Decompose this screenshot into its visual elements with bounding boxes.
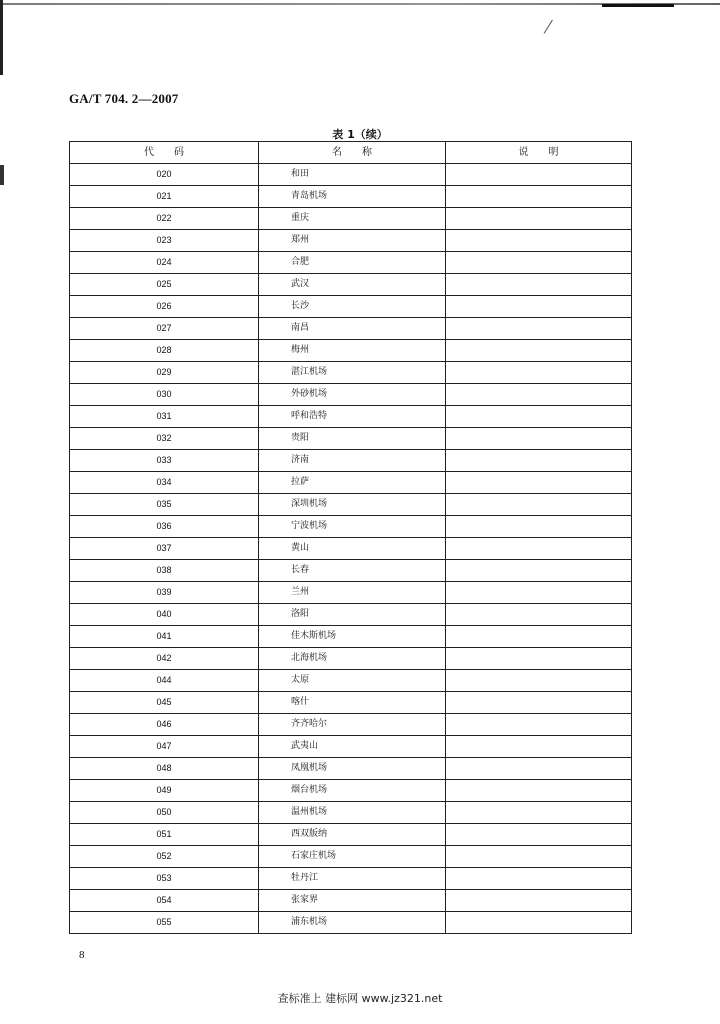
note-cell	[446, 670, 632, 692]
code-cell: 048	[70, 758, 259, 780]
name-cell: 喀什	[259, 692, 446, 714]
note-cell	[446, 648, 632, 670]
code-cell: 034	[70, 472, 259, 494]
note-cell	[446, 780, 632, 802]
note-cell	[446, 406, 632, 428]
name-cell: 重庆	[259, 208, 446, 230]
note-cell	[446, 296, 632, 318]
code-cell: 027	[70, 318, 259, 340]
table-row	[70, 736, 632, 758]
table-row	[70, 670, 632, 692]
table-row	[70, 780, 632, 802]
code-cell: 047	[70, 736, 259, 758]
column-header-name: 名 称	[259, 142, 446, 164]
code-cell: 025	[70, 274, 259, 296]
code-cell: 032	[70, 428, 259, 450]
note-cell	[446, 538, 632, 560]
table-row	[70, 230, 632, 252]
note-cell	[446, 890, 632, 912]
name-cell: 武汉	[259, 274, 446, 296]
note-cell	[446, 450, 632, 472]
standard-code-header: GA/T 704. 2—2007	[69, 91, 179, 106]
name-cell: 梅州	[259, 340, 446, 362]
column-header-code: 代 码	[70, 142, 259, 164]
table-body	[70, 164, 632, 934]
table-row	[70, 208, 632, 230]
table-row	[70, 362, 632, 384]
note-cell	[446, 626, 632, 648]
note-cell	[446, 912, 632, 934]
table-row	[70, 318, 632, 340]
code-cell: 021	[70, 186, 259, 208]
scan-left-edge	[0, 0, 3, 75]
name-cell: 湛江机场	[259, 362, 446, 384]
name-cell: 西双版纳	[259, 824, 446, 846]
table-row	[70, 538, 632, 560]
table-header-row	[70, 142, 632, 164]
code-cell: 045	[70, 692, 259, 714]
code-table	[69, 141, 632, 934]
table-row	[70, 186, 632, 208]
note-cell	[446, 318, 632, 340]
page-number: 8	[79, 949, 85, 961]
name-cell: 浦东机场	[259, 912, 446, 934]
name-cell: 和田	[259, 164, 446, 186]
name-cell: 温州机场	[259, 802, 446, 824]
name-cell: 长春	[259, 560, 446, 582]
code-cell: 020	[70, 164, 259, 186]
code-cell: 030	[70, 384, 259, 406]
name-cell: 长沙	[259, 296, 446, 318]
name-cell: 兰州	[259, 582, 446, 604]
name-cell: 呼和浩特	[259, 406, 446, 428]
code-cell: 022	[70, 208, 259, 230]
note-cell	[446, 824, 632, 846]
code-cell: 035	[70, 494, 259, 516]
name-cell: 北海机场	[259, 648, 446, 670]
note-cell	[446, 714, 632, 736]
table-row	[70, 560, 632, 582]
note-cell	[446, 846, 632, 868]
table-row	[70, 296, 632, 318]
column-header-note: 说 明	[446, 142, 632, 164]
name-cell: 贵阳	[259, 428, 446, 450]
code-cell: 037	[70, 538, 259, 560]
table-row	[70, 692, 632, 714]
table-row	[70, 648, 632, 670]
code-cell: 053	[70, 868, 259, 890]
name-cell: 南昌	[259, 318, 446, 340]
code-cell: 026	[70, 296, 259, 318]
note-cell	[446, 516, 632, 538]
note-cell	[446, 186, 632, 208]
table-row	[70, 890, 632, 912]
note-cell	[446, 164, 632, 186]
note-cell	[446, 384, 632, 406]
note-cell	[446, 428, 632, 450]
table-row	[70, 802, 632, 824]
note-cell	[446, 868, 632, 890]
name-cell: 济南	[259, 450, 446, 472]
table-row	[70, 516, 632, 538]
name-cell: 武夷山	[259, 736, 446, 758]
code-cell: 041	[70, 626, 259, 648]
code-cell: 055	[70, 912, 259, 934]
name-cell: 张家界	[259, 890, 446, 912]
name-cell: 凤凰机场	[259, 758, 446, 780]
table-row	[70, 912, 632, 934]
code-cell: 049	[70, 780, 259, 802]
code-cell: 031	[70, 406, 259, 428]
name-cell: 郑州	[259, 230, 446, 252]
name-cell: 拉萨	[259, 472, 446, 494]
table-caption: 表 1（续）	[332, 128, 388, 141]
scan-top-mark	[602, 4, 674, 7]
name-cell: 合肥	[259, 252, 446, 274]
note-cell	[446, 208, 632, 230]
table-row	[70, 868, 632, 890]
name-cell: 佳木斯机场	[259, 626, 446, 648]
name-cell: 牡丹江	[259, 868, 446, 890]
name-cell: 外砂机场	[259, 384, 446, 406]
name-cell: 黄山	[259, 538, 446, 560]
code-cell: 024	[70, 252, 259, 274]
table-row	[70, 252, 632, 274]
table-row	[70, 274, 632, 296]
scan-left-tick	[0, 165, 4, 185]
code-cell: 040	[70, 604, 259, 626]
code-cell: 054	[70, 890, 259, 912]
code-cell: 029	[70, 362, 259, 384]
table-row	[70, 164, 632, 186]
name-cell: 太原	[259, 670, 446, 692]
code-cell: 028	[70, 340, 259, 362]
table-row	[70, 340, 632, 362]
table-row	[70, 626, 632, 648]
table-row	[70, 582, 632, 604]
table-row	[70, 428, 632, 450]
table-row	[70, 472, 632, 494]
name-cell: 齐齐哈尔	[259, 714, 446, 736]
note-cell	[446, 494, 632, 516]
note-cell	[446, 582, 632, 604]
name-cell: 青岛机场	[259, 186, 446, 208]
note-cell	[446, 692, 632, 714]
note-cell	[446, 758, 632, 780]
code-cell: 052	[70, 846, 259, 868]
note-cell	[446, 230, 632, 252]
note-cell	[446, 802, 632, 824]
name-cell: 宁波机场	[259, 516, 446, 538]
note-cell	[446, 604, 632, 626]
note-cell	[446, 560, 632, 582]
table-row	[70, 494, 632, 516]
table-row	[70, 846, 632, 868]
code-cell: 023	[70, 230, 259, 252]
note-cell	[446, 362, 632, 384]
code-cell: 050	[70, 802, 259, 824]
table-row	[70, 406, 632, 428]
code-cell: 051	[70, 824, 259, 846]
code-cell: 044	[70, 670, 259, 692]
table-row	[70, 758, 632, 780]
code-cell: 033	[70, 450, 259, 472]
name-cell: 烟台机场	[259, 780, 446, 802]
pencil-mark	[544, 20, 553, 34]
code-cell: 039	[70, 582, 259, 604]
table-row	[70, 604, 632, 626]
code-cell: 036	[70, 516, 259, 538]
name-cell: 深圳机场	[259, 494, 446, 516]
table-row	[70, 824, 632, 846]
code-cell: 042	[70, 648, 259, 670]
name-cell: 石家庄机场	[259, 846, 446, 868]
note-cell	[446, 736, 632, 758]
name-cell: 洛阳	[259, 604, 446, 626]
code-cell: 038	[70, 560, 259, 582]
note-cell	[446, 472, 632, 494]
table-row	[70, 450, 632, 472]
table-row	[70, 384, 632, 406]
note-cell	[446, 274, 632, 296]
code-cell: 046	[70, 714, 259, 736]
note-cell	[446, 340, 632, 362]
watermark-text: 查标准上 建标网 www.jz321.net	[277, 992, 443, 1005]
note-cell	[446, 252, 632, 274]
table-row	[70, 714, 632, 736]
